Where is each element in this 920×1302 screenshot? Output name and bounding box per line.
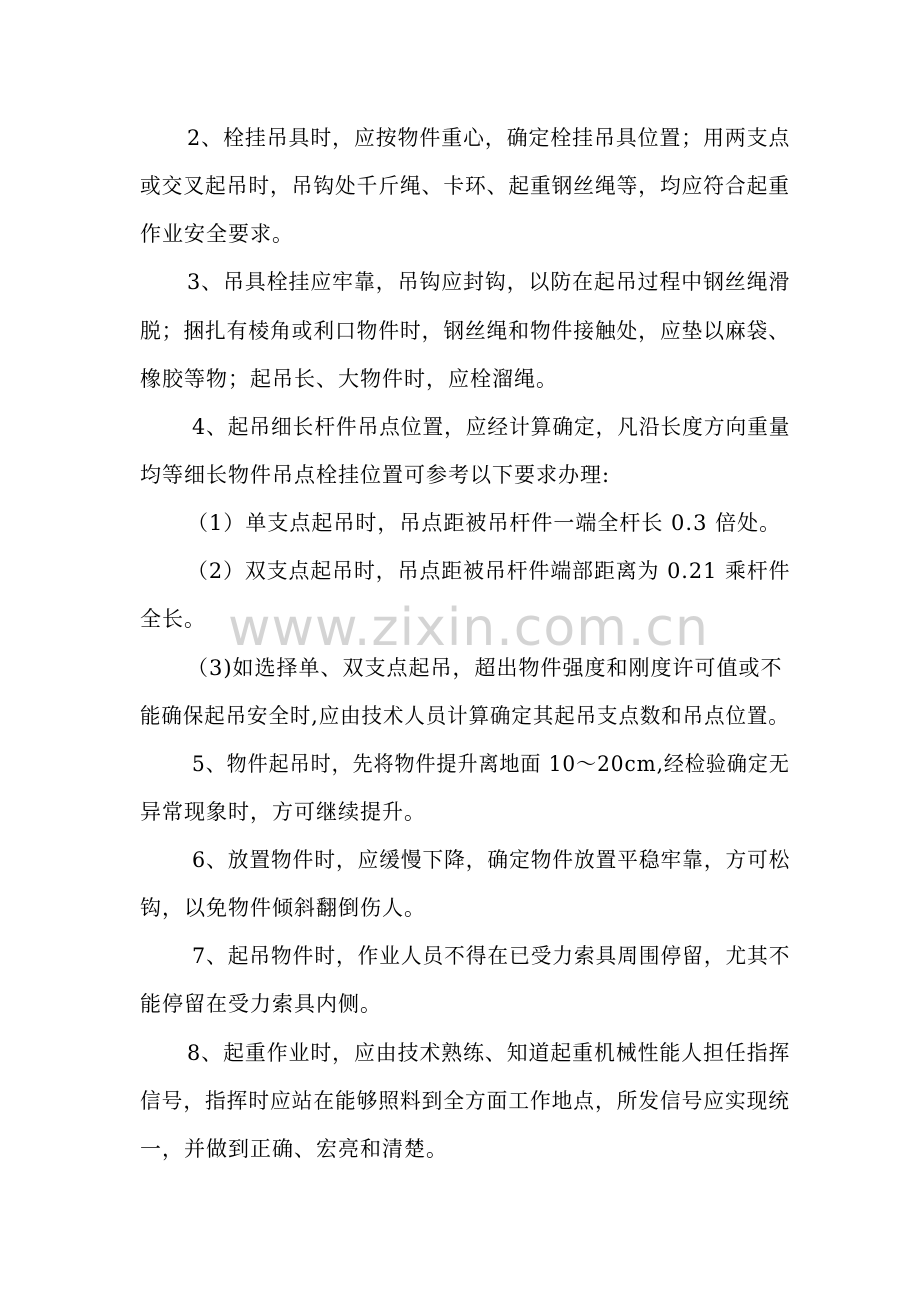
text-line: 异常现象时，方可继续提升。 <box>140 800 426 824</box>
text-line: 均等细长物件吊点栓挂位置可参考以下要求办理: <box>140 463 611 487</box>
text-line: 4、起吊细长杆件吊点位置，应经计算确定，凡沿长度方向重量 <box>192 415 791 439</box>
text-line: 信号，指挥时应站在能够照料到全方面工作地点，所发信号应实现统 <box>140 1089 790 1113</box>
text-line: 作业安全要求。 <box>140 222 294 246</box>
text-line: 脱；捆扎有棱角或利口物件时，钢丝绳和物件接触处，应垫以麻袋、 <box>140 319 790 343</box>
text-line: 钩，以免物件倾斜翻倒伤人。 <box>140 896 426 920</box>
text-line: 能确保起吊安全时,应由技术人员计算确定其起吊支点数和吊点位置。 <box>140 704 790 728</box>
text-line: 6、放置物件时，应缓慢下降，确定物件放置平稳牢靠，方可松 <box>192 848 791 872</box>
text-line: （1）单支点起吊时，吊点距被吊杆件一端全杆长 0.3 倍处。 <box>187 511 782 535</box>
text-line: 橡胶等物；起吊长、大物件时，应栓溜绳。 <box>140 367 558 391</box>
watermark-text: www.zixin.com.cn <box>228 598 709 658</box>
text-line: 8、起重作业时，应由技术熟练、知道起重机械性能人担任指挥 <box>187 1041 791 1065</box>
text-line: 能停留在受力索具内侧。 <box>140 992 382 1016</box>
text-line: 或交叉起吊时，吊钩处千斤绳、卡环、起重钢丝绳等，均应符合起重 <box>140 174 790 198</box>
text-line: （2）双支点起吊时，吊点距被吊杆件端部距离为 0.21 乘杆件 <box>187 559 791 583</box>
text-line: 一，并做到正确、宏亮和清楚。 <box>140 1137 448 1161</box>
text-line: 5、物件起吊时，先将物件提升离地面 10～20cm,经检验确定无 <box>192 752 790 776</box>
text-line: 7、起吊物件时，作业人员不得在已受力索具周围停留，尤其不 <box>192 944 791 968</box>
text-line: 2、栓挂吊具时，应按物件重心，确定栓挂吊具位置；用两支点 <box>187 126 791 150</box>
text-line: （3)如选择单、双支点起吊，超出物件强度和刚度许可值或不 <box>187 656 783 680</box>
text-line: 全长。 <box>140 607 206 631</box>
text-line: 3、吊具栓挂应牢靠，吊钩应封钩，以防在起吊过程中钢丝绳滑 <box>187 270 791 294</box>
